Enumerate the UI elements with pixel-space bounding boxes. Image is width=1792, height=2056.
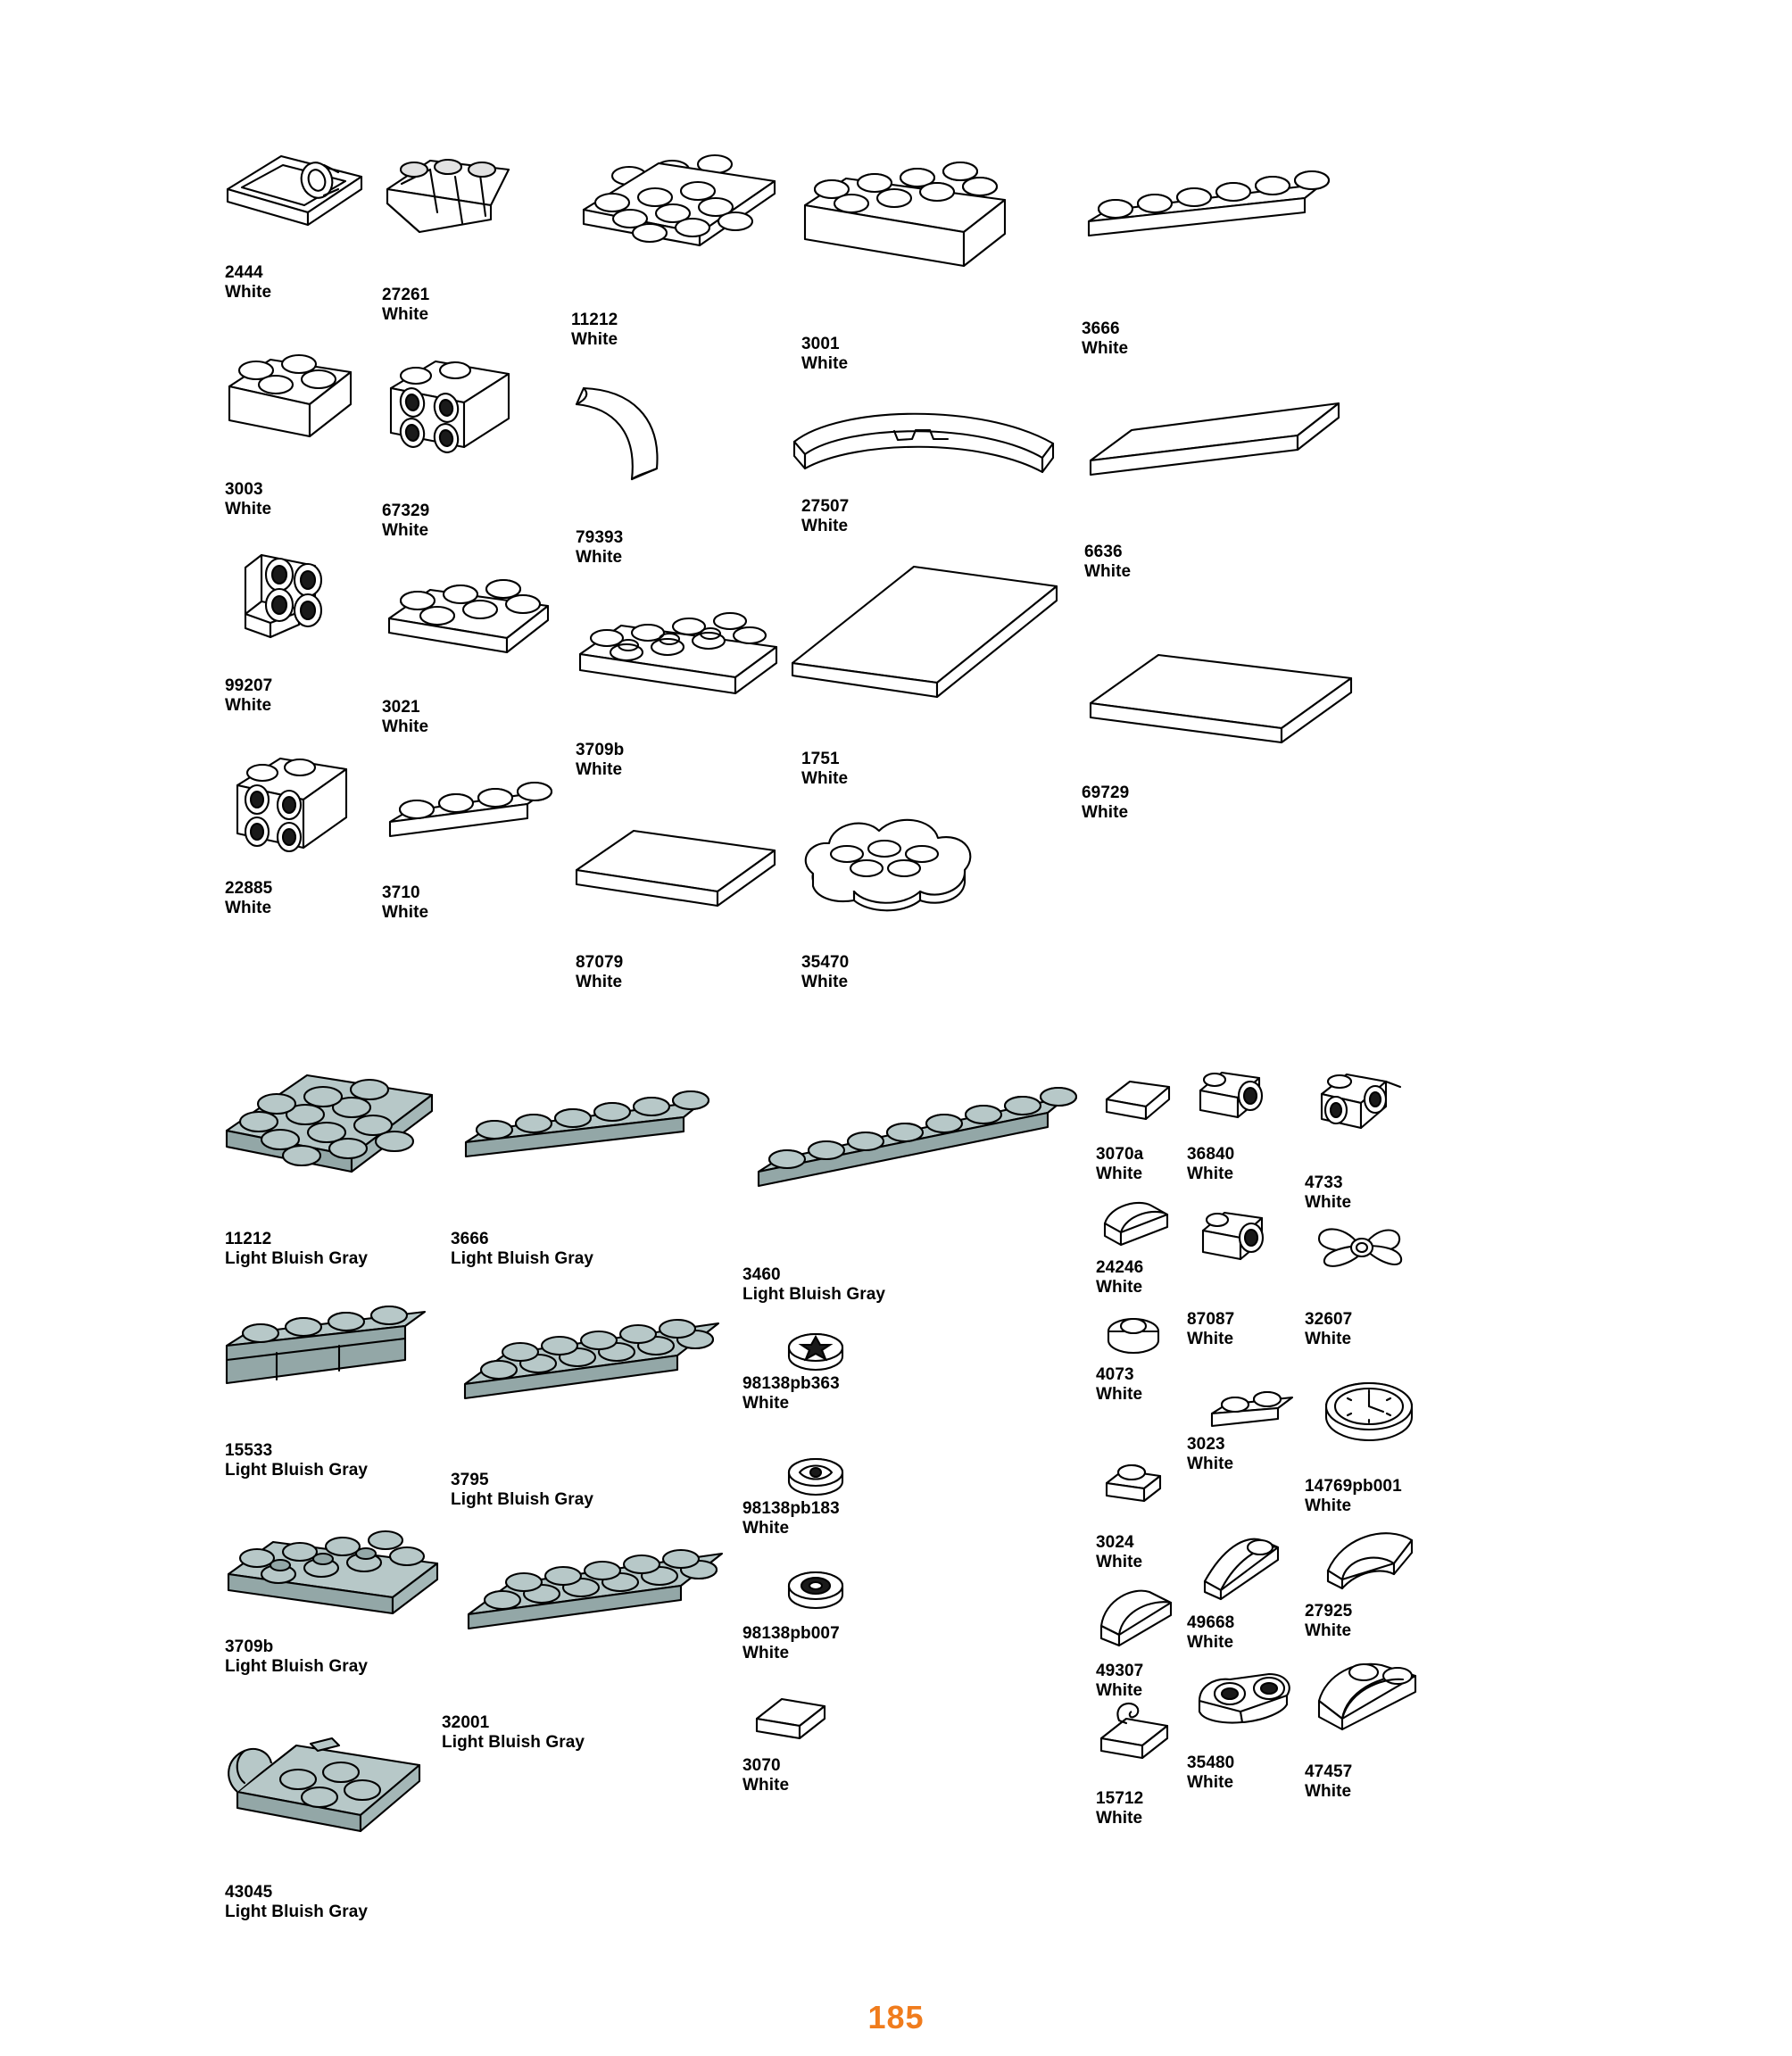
part-art-14769pb001 — [1314, 1367, 1430, 1452]
part-art-67329 — [373, 352, 534, 468]
part-label-98138pb363: 98138pb363 White — [743, 1374, 840, 1414]
part-art-98138pb183 — [776, 1444, 857, 1506]
part-art-27261 — [375, 150, 535, 248]
part-label-3710: 3710 White — [382, 883, 429, 923]
part-47457 — [1305, 1649, 1430, 1747]
part-label-3795: 3795 Light Bluish Gray — [451, 1471, 594, 1510]
part-art-3021 — [373, 567, 569, 674]
part-art-3795 — [451, 1307, 736, 1432]
part-2444 — [219, 143, 370, 241]
part-art-3001 — [794, 153, 1017, 278]
part-art-3666-gray — [455, 1080, 714, 1178]
part-label-2444: 2444 White — [225, 263, 272, 303]
part-art-47457 — [1305, 1649, 1430, 1747]
part-label-67329: 67329 White — [382, 502, 430, 541]
part-art-3709b-gray — [214, 1508, 455, 1633]
part-67329 — [373, 352, 534, 468]
part-3666-gray — [455, 1080, 714, 1178]
part-3070 — [748, 1685, 837, 1752]
part-label-43045: 43045 Light Bluish Gray — [225, 1883, 369, 1922]
part-art-3666-white — [1080, 159, 1330, 266]
part-label-11212-white: 11212 White — [571, 311, 618, 350]
part-art-35470 — [790, 808, 995, 924]
part-art-11212-white — [571, 156, 785, 277]
part-label-24246: 24246 White — [1096, 1258, 1144, 1297]
part-art-22885 — [221, 748, 364, 864]
part-3709b-white — [568, 602, 791, 714]
part-label-3021: 3021 White — [382, 698, 429, 737]
part-label-15533: 15533 Light Bluish Gray — [225, 1441, 369, 1480]
part-label-49668: 49668 White — [1187, 1613, 1235, 1653]
part-art-3070a — [1099, 1069, 1180, 1132]
part-art-98138pb007 — [776, 1557, 857, 1620]
part-art-49307 — [1091, 1579, 1189, 1655]
part-art-24246 — [1096, 1191, 1181, 1258]
part-label-47457: 47457 White — [1305, 1762, 1353, 1802]
part-art-3710 — [379, 763, 576, 861]
part-3709b-gray — [214, 1508, 455, 1633]
part-label-98138pb007: 98138pb007 White — [743, 1624, 840, 1663]
part-art-79393 — [568, 379, 693, 495]
part-art-49668 — [1196, 1528, 1298, 1608]
part-36840 — [1191, 1060, 1281, 1136]
part-label-49307: 49307 White — [1096, 1662, 1144, 1701]
part-98138pb007 — [776, 1557, 857, 1620]
part-art-35480 — [1187, 1658, 1303, 1734]
part-22885 — [221, 748, 364, 864]
part-label-27507: 27507 White — [801, 497, 850, 536]
part-label-36840: 36840 White — [1187, 1145, 1235, 1184]
part-label-99207: 99207 White — [225, 676, 273, 716]
part-79393 — [568, 379, 693, 495]
part-99207 — [219, 543, 353, 659]
part-1751 — [784, 558, 1069, 701]
part-3024 — [1098, 1453, 1178, 1515]
part-art-69729 — [1082, 616, 1367, 741]
part-label-3666-white: 3666 White — [1082, 319, 1129, 359]
part-label-87087: 87087 White — [1187, 1310, 1235, 1349]
part-label-15712: 15712 White — [1096, 1789, 1144, 1828]
part-label-3070a: 3070a White — [1096, 1145, 1144, 1184]
part-43045 — [214, 1694, 437, 1845]
part-art-4073 — [1098, 1303, 1169, 1356]
part-art-3070 — [748, 1685, 837, 1752]
part-label-35480: 35480 White — [1187, 1753, 1235, 1793]
part-32001 — [451, 1521, 736, 1655]
part-label-35470: 35470 White — [801, 953, 850, 992]
part-art-3003 — [219, 335, 379, 460]
part-art-87079 — [568, 799, 791, 915]
part-art-27507 — [785, 397, 1071, 495]
part-label-4073: 4073 White — [1096, 1365, 1143, 1405]
part-art-27925 — [1312, 1517, 1428, 1597]
part-label-3709b-white: 3709b White — [576, 741, 625, 780]
part-3021 — [373, 567, 569, 674]
part-label-22885: 22885 White — [225, 879, 273, 918]
part-14769pb001 — [1314, 1367, 1430, 1452]
part-3070a — [1099, 1069, 1180, 1132]
part-label-3001: 3001 White — [801, 335, 849, 374]
part-label-3666-gray: 3666 Light Bluish Gray — [451, 1230, 594, 1269]
part-label-3023: 3023 White — [1187, 1435, 1234, 1474]
part-label-32001: 32001 Light Bluish Gray — [442, 1713, 585, 1753]
part-27507 — [785, 397, 1071, 495]
part-4733 — [1307, 1060, 1415, 1154]
part-label-32607: 32607 White — [1305, 1310, 1353, 1349]
part-art-4733 — [1307, 1060, 1415, 1154]
part-32607 — [1310, 1212, 1413, 1292]
part-3460 — [748, 1066, 1078, 1209]
part-11212-white — [571, 156, 785, 277]
part-3666-white — [1080, 159, 1330, 266]
part-label-69729: 69729 White — [1082, 783, 1130, 823]
part-49668 — [1196, 1528, 1298, 1608]
part-label-3070: 3070 White — [743, 1756, 790, 1795]
part-label-3024: 3024 White — [1096, 1533, 1143, 1572]
part-27261 — [375, 150, 535, 248]
part-art-6636 — [1082, 393, 1349, 500]
part-35480 — [1187, 1658, 1303, 1734]
part-4073 — [1098, 1303, 1169, 1356]
part-art-99207 — [219, 543, 353, 659]
part-art-36840 — [1191, 1060, 1281, 1136]
part-98138pb363 — [776, 1319, 857, 1381]
part-3001 — [794, 153, 1017, 278]
part-art-2444 — [219, 143, 370, 241]
part-art-98138pb363 — [776, 1319, 857, 1381]
part-art-11212-gray — [214, 1066, 446, 1200]
part-label-87079: 87079 White — [576, 953, 624, 992]
part-label-79393: 79393 White — [576, 528, 624, 568]
part-15533 — [214, 1301, 446, 1413]
part-label-98138pb183: 98138pb183 White — [743, 1499, 840, 1538]
part-87079 — [568, 799, 791, 915]
part-98138pb183 — [776, 1444, 857, 1506]
part-art-1751 — [784, 558, 1069, 701]
part-art-87087 — [1194, 1200, 1283, 1276]
part-24246 — [1096, 1191, 1181, 1258]
part-label-3709b-gray: 3709b Light Bluish Gray — [225, 1637, 369, 1677]
part-35470 — [790, 808, 995, 924]
part-art-15712 — [1091, 1694, 1189, 1774]
part-15712 — [1091, 1694, 1189, 1774]
page-number: 185 — [867, 1999, 925, 2035]
part-69729 — [1082, 616, 1367, 741]
part-label-3003: 3003 White — [225, 480, 272, 519]
part-49307 — [1091, 1579, 1189, 1655]
part-label-11212-gray: 11212 Light Bluish Gray — [225, 1230, 369, 1269]
part-11212-gray — [214, 1066, 446, 1200]
part-label-3460: 3460 Light Bluish Gray — [743, 1265, 886, 1305]
part-art-3709b-white — [568, 602, 791, 714]
part-art-43045 — [214, 1694, 437, 1845]
part-label-27261: 27261 White — [382, 286, 430, 325]
part-27925 — [1312, 1517, 1428, 1597]
part-art-3024 — [1098, 1453, 1178, 1515]
part-label-6636: 6636 White — [1084, 543, 1132, 582]
part-art-32607 — [1310, 1212, 1413, 1292]
part-art-32001 — [451, 1521, 736, 1655]
part-art-15533 — [214, 1301, 446, 1413]
part-label-4733: 4733 White — [1305, 1173, 1352, 1213]
part-art-3460 — [748, 1066, 1078, 1209]
part-87087 — [1194, 1200, 1283, 1276]
part-3710 — [379, 763, 576, 861]
part-label-1751: 1751 White — [801, 750, 849, 789]
part-label-14769pb001: 14769pb001 White — [1305, 1477, 1402, 1516]
part-6636 — [1082, 393, 1349, 500]
part-label-27925: 27925 White — [1305, 1602, 1353, 1641]
part-3003 — [219, 335, 379, 460]
part-3795 — [451, 1307, 736, 1432]
